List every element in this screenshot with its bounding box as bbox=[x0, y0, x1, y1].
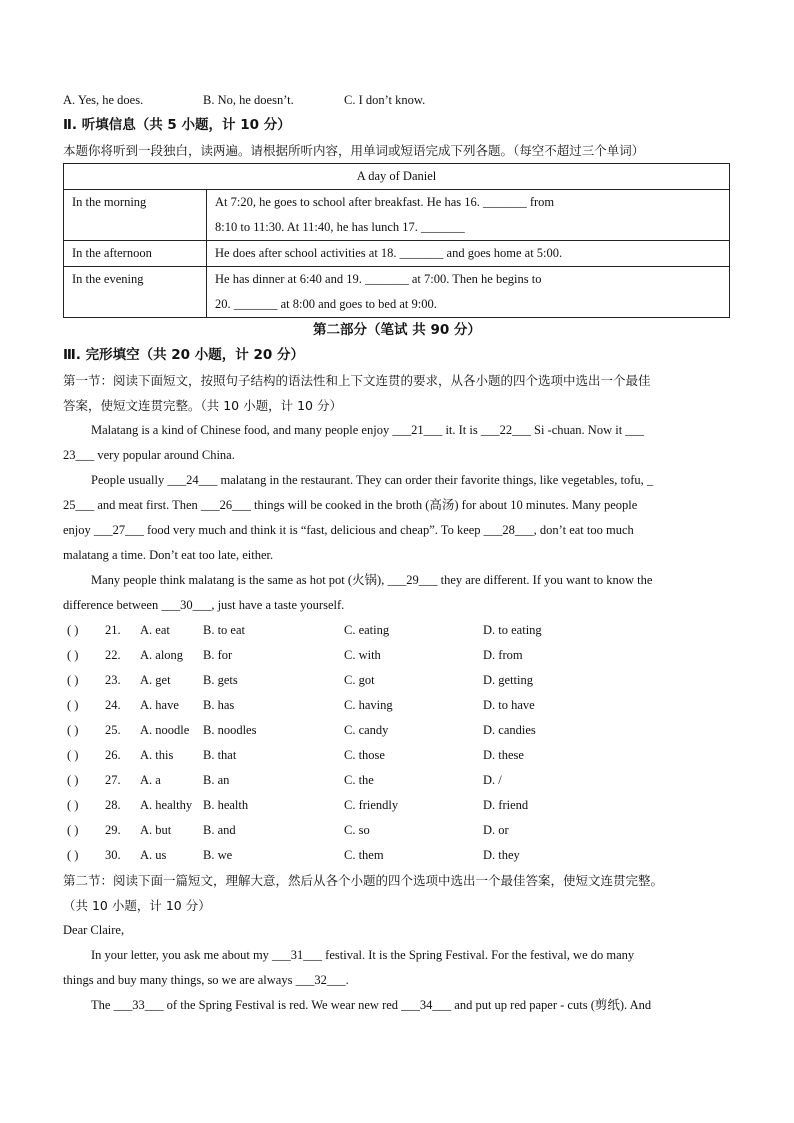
part2-title: 第二部分（笔试 共 90 分） bbox=[313, 322, 481, 338]
passage-line: 23___ very popular around China. bbox=[63, 448, 235, 462]
table-row bbox=[64, 241, 730, 267]
question-number: 23. bbox=[105, 673, 121, 687]
choice-d[interactable]: D. / bbox=[483, 773, 502, 787]
row-label: In the evening bbox=[64, 267, 207, 318]
passage-line: malatang a time. Don’t eat too late, either. bbox=[63, 548, 274, 562]
choice-b[interactable]: B. we bbox=[203, 848, 233, 862]
question-row bbox=[63, 768, 731, 793]
choice-b[interactable]: B. to eat bbox=[203, 623, 246, 637]
section3-instruction-1: 第一节：阅读下面短文，按照句子结构的语法性和上下文连贯的要求，从各小题的四个选项中选出一个最佳 bbox=[63, 373, 651, 388]
letter-line: In your letter, you ask me about my ___31___ festival. It is the Spring Festival. For the festival, we do many bbox=[91, 948, 635, 962]
passage-line: 25___ and meat first. Then ___26___ things will be cooked in the broth (高汤) for about 10 minutes. Many people bbox=[63, 498, 638, 512]
question-number: 25. bbox=[105, 723, 121, 737]
table-row bbox=[64, 190, 730, 241]
choice-c[interactable]: C. candy bbox=[344, 723, 389, 737]
choice-b[interactable]: B. noodles bbox=[203, 723, 257, 737]
choice-d[interactable]: D. to eating bbox=[483, 623, 542, 637]
question-number: 29. bbox=[105, 823, 121, 837]
choice-b[interactable]: B. health bbox=[203, 798, 249, 812]
letter-line: things and buy many things, so we are always ___32___. bbox=[63, 973, 349, 987]
choice-c[interactable]: C. them bbox=[344, 848, 384, 862]
choice-d[interactable]: D. these bbox=[483, 748, 524, 762]
row-line: At 7:20, he goes to school after breakfast. He has 16. _______ from bbox=[215, 195, 555, 209]
question-row bbox=[63, 743, 731, 768]
row-content bbox=[207, 241, 730, 267]
choice-b[interactable]: B. an bbox=[203, 773, 230, 787]
question-number: 22. bbox=[105, 648, 121, 662]
exam-page bbox=[63, 88, 731, 1018]
letter-greeting: Dear Claire, bbox=[63, 923, 125, 937]
choice-d[interactable]: D. candies bbox=[483, 723, 536, 737]
section3-instruction-3: 第二节：阅读下面一篇短文，理解大意，然后从各个小题的四个选项中选出一个最佳答案，使短文连贯完整。 bbox=[63, 873, 664, 888]
section3-instruction-2: 答案，使短文连贯完整。（共 10 小题，计 10 分） bbox=[63, 398, 342, 413]
daniel-table bbox=[63, 163, 730, 318]
question-number: 21. bbox=[105, 623, 121, 637]
choice-a[interactable]: A. along bbox=[140, 648, 184, 662]
choice-b[interactable]: B. for bbox=[203, 648, 233, 662]
choice-d[interactable]: D. they bbox=[483, 848, 520, 862]
row-line: 20. _______ at 8:00 and goes to bed at 9:00. bbox=[215, 297, 437, 311]
choice-a[interactable]: A. eat bbox=[140, 623, 170, 637]
section2-instruction: 本题你将听到一段独白，读两遍。请根据所听内容，用单词或短语完成下列各题。（每空不超过三个单词） bbox=[63, 143, 645, 158]
answer-bracket[interactable]: ( ) bbox=[67, 823, 79, 837]
choice-a[interactable]: A. healthy bbox=[140, 798, 193, 812]
choice-b[interactable]: B. gets bbox=[203, 673, 238, 687]
choice-d[interactable]: D. to have bbox=[483, 698, 535, 712]
question-row bbox=[63, 718, 731, 743]
choice-a[interactable]: A. a bbox=[140, 773, 161, 787]
answer-bracket[interactable]: ( ) bbox=[67, 698, 79, 712]
choice-a[interactable]: A. but bbox=[140, 823, 172, 837]
choice-c[interactable]: C. those bbox=[344, 748, 385, 762]
row-line: He does after school activities at 18. _______ and goes home at 5:00. bbox=[215, 246, 563, 260]
question-row bbox=[63, 793, 731, 818]
choice-a[interactable]: A. noodle bbox=[140, 723, 190, 737]
question-row bbox=[63, 643, 731, 668]
question-list bbox=[63, 618, 731, 868]
passage-line: Malatang is a kind of Chinese food, and many people enjoy ___21___ it. It is ___22___ Si -chuan. Now it ___ bbox=[91, 423, 645, 437]
row-content bbox=[207, 267, 730, 318]
answer-bracket[interactable]: ( ) bbox=[67, 723, 79, 737]
choice-c[interactable]: C. the bbox=[344, 773, 374, 787]
passage-line: Many people think malatang is the same as hot pot (火锅), ___29___ they are different. If you want to know the bbox=[91, 573, 653, 587]
choice-d[interactable]: D. or bbox=[483, 823, 509, 837]
choice-d[interactable]: D. getting bbox=[483, 673, 533, 687]
choice-b[interactable]: B. has bbox=[203, 698, 235, 712]
row-line: 8:10 to 11:30. At 11:40, he has lunch 17. _______ bbox=[215, 220, 465, 234]
row-label: In the morning bbox=[64, 190, 207, 241]
choice-d[interactable]: D. from bbox=[483, 648, 523, 662]
choice-a[interactable]: A. this bbox=[140, 748, 174, 762]
question-row bbox=[63, 693, 731, 718]
row-line: He has dinner at 6:40 and 19. _______ at 7:00. Then he begins to bbox=[215, 272, 542, 286]
answer-bracket[interactable]: ( ) bbox=[67, 623, 79, 637]
top-options-row bbox=[63, 88, 731, 113]
choice-b[interactable]: B. that bbox=[203, 748, 237, 762]
choice-b[interactable]: B. and bbox=[203, 823, 236, 837]
question-row bbox=[63, 843, 731, 868]
choice-c[interactable]: C. eating bbox=[344, 623, 390, 637]
option-a: A. Yes, he does. bbox=[63, 93, 144, 107]
letter-line: The ___33___ of the Spring Festival is red. We wear new red ___34___ and put up red paper - cuts (剪纸). And bbox=[91, 998, 652, 1012]
answer-bracket[interactable]: ( ) bbox=[67, 673, 79, 687]
table-row bbox=[64, 267, 730, 318]
question-number: 27. bbox=[105, 773, 121, 787]
answer-bracket[interactable]: ( ) bbox=[67, 798, 79, 812]
passage-line: People usually ___24___ malatang in the restaurant. They can order their favorite things, like vegetables, tofu, _ bbox=[91, 473, 654, 487]
answer-bracket[interactable]: ( ) bbox=[67, 773, 79, 787]
question-number: 24. bbox=[105, 698, 121, 712]
section2-heading: Ⅱ. 听填信息（共 5 小题，计 10 分） bbox=[63, 117, 291, 133]
question-row bbox=[63, 668, 731, 693]
choice-a[interactable]: A. get bbox=[140, 673, 171, 687]
row-label: In the afternoon bbox=[64, 241, 207, 267]
choice-d[interactable]: D. friend bbox=[483, 798, 529, 812]
answer-bracket[interactable]: ( ) bbox=[67, 848, 79, 862]
question-number: 26. bbox=[105, 748, 121, 762]
option-b: B. No, he doesn’t. bbox=[203, 93, 294, 107]
passage-line: enjoy ___27___ food very much and think it is “fast, delicious and cheap”. To keep ___28___, don’t eat too much bbox=[63, 523, 634, 537]
question-row bbox=[63, 818, 731, 843]
choice-a[interactable]: A. have bbox=[140, 698, 179, 712]
choice-c[interactable]: C. friendly bbox=[344, 798, 399, 812]
option-c: C. I don’t know. bbox=[344, 93, 426, 107]
passage-line: difference between ___30___, just have a taste yourself. bbox=[63, 598, 345, 612]
choice-c[interactable]: C. with bbox=[344, 648, 381, 662]
choice-c[interactable]: C. got bbox=[344, 673, 375, 687]
section3-instruction-4: （共 10 小题，计 10 分） bbox=[63, 898, 211, 913]
question-number: 30. bbox=[105, 848, 121, 862]
choice-c[interactable]: C. so bbox=[344, 823, 370, 837]
section3-heading: Ⅲ. 完形填空（共 20 小题，计 20 分） bbox=[63, 347, 304, 363]
row-content bbox=[207, 190, 730, 241]
choice-c[interactable]: C. having bbox=[344, 698, 393, 712]
question-number: 28. bbox=[105, 798, 121, 812]
answer-bracket[interactable]: ( ) bbox=[67, 648, 79, 662]
answer-bracket[interactable]: ( ) bbox=[67, 748, 79, 762]
choice-a[interactable]: A. us bbox=[140, 848, 167, 862]
table-title: A day of Daniel bbox=[64, 164, 730, 190]
question-row bbox=[63, 618, 731, 643]
